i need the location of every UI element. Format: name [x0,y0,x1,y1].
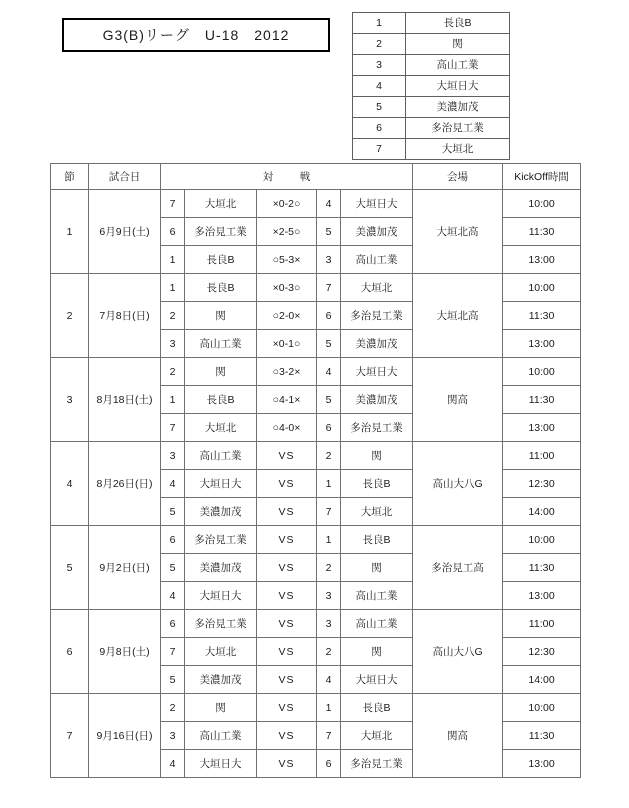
away-team-number: 6 [317,414,341,442]
away-team-name: 長良B [341,526,413,554]
away-team-number: 5 [317,330,341,358]
home-team-name: 多治見工業 [185,218,257,246]
away-team-name: 高山工業 [341,582,413,610]
away-team-name: 多治見工業 [341,750,413,778]
team-list-row [353,97,510,118]
away-team-number: 2 [317,638,341,666]
kickoff-time: 12:30 [503,470,581,498]
match-score: ○5-3× [257,246,317,274]
home-team-name: 大垣日大 [185,470,257,498]
vs-label: VS [257,638,317,666]
kickoff-time: 11:30 [503,218,581,246]
away-team-number: 1 [317,470,341,498]
team-number: 1 [353,13,406,34]
away-team-number: 7 [317,722,341,750]
match-score: ×0-1○ [257,330,317,358]
round-number: 4 [51,442,89,526]
home-team-name: 大垣日大 [185,750,257,778]
team-list-row [353,55,510,76]
schedule-table [50,163,581,778]
away-team-name: 長良B [341,470,413,498]
kickoff-time: 11:30 [503,554,581,582]
schedule-row [51,694,581,722]
vs-label: VS [257,694,317,722]
match-score: ○2-0× [257,302,317,330]
home-team-name: 長良B [185,246,257,274]
team-list-row [353,76,510,97]
kickoff-time: 14:00 [503,498,581,526]
away-team-number: 3 [317,246,341,274]
kickoff-time: 11:30 [503,722,581,750]
header-round: 節 [51,164,89,190]
team-name: 大垣日大 [406,76,510,97]
team-name: 美濃加茂 [406,97,510,118]
away-team-number: 5 [317,386,341,414]
home-team-name: 大垣北 [185,414,257,442]
home-team-name: 長良B [185,274,257,302]
schedule-row [51,190,581,218]
kickoff-time: 10:00 [503,526,581,554]
team-number: 7 [353,139,406,160]
match-date: 6月9日(土) [89,190,161,274]
home-team-number: 1 [161,274,185,302]
away-team-name: 高山工業 [341,246,413,274]
match-score: ○4-0× [257,414,317,442]
home-team-number: 2 [161,302,185,330]
round-number: 1 [51,190,89,274]
home-team-number: 6 [161,218,185,246]
team-name: 大垣北 [406,139,510,160]
match-date: 9月8日(土) [89,610,161,694]
round-number: 5 [51,526,89,610]
kickoff-time: 13:00 [503,330,581,358]
schedule-row [51,442,581,470]
venue: 高山大八G [413,442,503,526]
home-team-name: 美濃加茂 [185,666,257,694]
away-team-name: 大垣北 [341,274,413,302]
match-date: 8月26日(日) [89,442,161,526]
venue: 関高 [413,694,503,778]
kickoff-time: 12:30 [503,638,581,666]
away-team-number: 7 [317,498,341,526]
header-venue: 会場 [413,164,503,190]
team-number: 5 [353,97,406,118]
home-team-number: 3 [161,442,185,470]
away-team-number: 1 [317,526,341,554]
home-team-name: 大垣日大 [185,582,257,610]
away-team-number: 6 [317,750,341,778]
vs-label: VS [257,442,317,470]
away-team-number: 3 [317,582,341,610]
schedule-header [51,164,581,190]
schedule-row [51,610,581,638]
team-list-row [353,13,510,34]
team-name: 高山工業 [406,55,510,76]
away-team-number: 4 [317,666,341,694]
team-name: 関 [406,34,510,55]
home-team-number: 2 [161,694,185,722]
home-team-number: 5 [161,554,185,582]
venue: 大垣北高 [413,190,503,274]
home-team-number: 1 [161,386,185,414]
home-team-name: 美濃加茂 [185,554,257,582]
vs-label: VS [257,526,317,554]
kickoff-time: 13:00 [503,246,581,274]
home-team-name: 関 [185,302,257,330]
home-team-name: 長良B [185,386,257,414]
match-date: 9月2日(日) [89,526,161,610]
away-team-name: 美濃加茂 [341,330,413,358]
away-team-name: 大垣日大 [341,190,413,218]
match-score: ×0-2○ [257,190,317,218]
home-team-name: 関 [185,358,257,386]
match-score: ○4-1× [257,386,317,414]
home-team-number: 7 [161,638,185,666]
page-title: G3(B)リーグ U-18 2012 [102,27,290,43]
home-team-number: 2 [161,358,185,386]
round-number: 6 [51,610,89,694]
home-team-number: 5 [161,666,185,694]
team-number: 4 [353,76,406,97]
kickoff-time: 11:30 [503,386,581,414]
match-score: ×0-3○ [257,274,317,302]
home-team-number: 4 [161,582,185,610]
venue: 大垣北高 [413,274,503,358]
kickoff-time: 14:00 [503,666,581,694]
away-team-number: 6 [317,302,341,330]
kickoff-time: 13:00 [503,582,581,610]
vs-label: VS [257,666,317,694]
team-number: 3 [353,55,406,76]
vs-label: VS [257,554,317,582]
home-team-number: 7 [161,190,185,218]
away-team-number: 5 [317,218,341,246]
home-team-number: 3 [161,330,185,358]
kickoff-time: 11:00 [503,610,581,638]
vs-label: VS [257,470,317,498]
home-team-number: 4 [161,470,185,498]
home-team-name: 高山工業 [185,442,257,470]
vs-label: VS [257,750,317,778]
away-team-number: 2 [317,442,341,470]
venue: 高山大八G [413,610,503,694]
home-team-name: 大垣北 [185,638,257,666]
match-date: 8月18日(土) [89,358,161,442]
away-team-number: 1 [317,694,341,722]
vs-label: VS [257,582,317,610]
away-team-name: 大垣北 [341,722,413,750]
kickoff-time: 13:00 [503,750,581,778]
away-team-name: 関 [341,554,413,582]
home-team-number: 5 [161,498,185,526]
header-date: 試合日 [89,164,161,190]
away-team-number: 7 [317,274,341,302]
home-team-name: 多治見工業 [185,610,257,638]
away-team-number: 2 [317,554,341,582]
kickoff-time: 13:00 [503,414,581,442]
away-team-name: 美濃加茂 [341,218,413,246]
away-team-name: 大垣日大 [341,358,413,386]
match-score: ×2-5○ [257,218,317,246]
team-list-table [352,12,510,160]
round-number: 7 [51,694,89,778]
round-number: 2 [51,274,89,358]
team-number: 6 [353,118,406,139]
kickoff-time: 10:00 [503,274,581,302]
kickoff-time: 11:00 [503,442,581,470]
round-number: 3 [51,358,89,442]
kickoff-time: 10:00 [503,694,581,722]
home-team-number: 6 [161,526,185,554]
away-team-name: 大垣日大 [341,666,413,694]
home-team-number: 4 [161,750,185,778]
team-list-row [353,118,510,139]
vs-label: VS [257,498,317,526]
vs-label: VS [257,610,317,638]
home-team-number: 6 [161,610,185,638]
vs-label: VS [257,722,317,750]
away-team-name: 高山工業 [341,610,413,638]
away-team-name: 多治見工業 [341,414,413,442]
away-team-name: 関 [341,442,413,470]
home-team-number: 7 [161,414,185,442]
team-number: 2 [353,34,406,55]
home-team-name: 美濃加茂 [185,498,257,526]
match-date: 9月16日(日) [89,694,161,778]
kickoff-time: 11:30 [503,302,581,330]
venue: 関高 [413,358,503,442]
schedule-row [51,358,581,386]
home-team-name: 多治見工業 [185,526,257,554]
schedule-row [51,526,581,554]
venue: 多治見工高 [413,526,503,610]
team-list-row [353,34,510,55]
header-match: 対 戦 [161,164,413,190]
away-team-name: 美濃加茂 [341,386,413,414]
kickoff-time: 10:00 [503,358,581,386]
away-team-number: 4 [317,358,341,386]
team-list-row [353,139,510,160]
document-title-box [62,18,330,52]
away-team-name: 大垣北 [341,498,413,526]
away-team-number: 3 [317,610,341,638]
team-name: 長良B [406,13,510,34]
header-kickoff: KickOff時間 [503,164,581,190]
schedule-row [51,274,581,302]
team-name: 多治見工業 [406,118,510,139]
home-team-number: 1 [161,246,185,274]
away-team-number: 4 [317,190,341,218]
away-team-name: 多治見工業 [341,302,413,330]
home-team-name: 高山工業 [185,330,257,358]
match-date: 7月8日(日) [89,274,161,358]
kickoff-time: 10:00 [503,190,581,218]
away-team-name: 長良B [341,694,413,722]
home-team-name: 高山工業 [185,722,257,750]
match-score: ○3-2× [257,358,317,386]
away-team-name: 関 [341,638,413,666]
home-team-name: 大垣北 [185,190,257,218]
home-team-name: 関 [185,694,257,722]
home-team-number: 3 [161,722,185,750]
